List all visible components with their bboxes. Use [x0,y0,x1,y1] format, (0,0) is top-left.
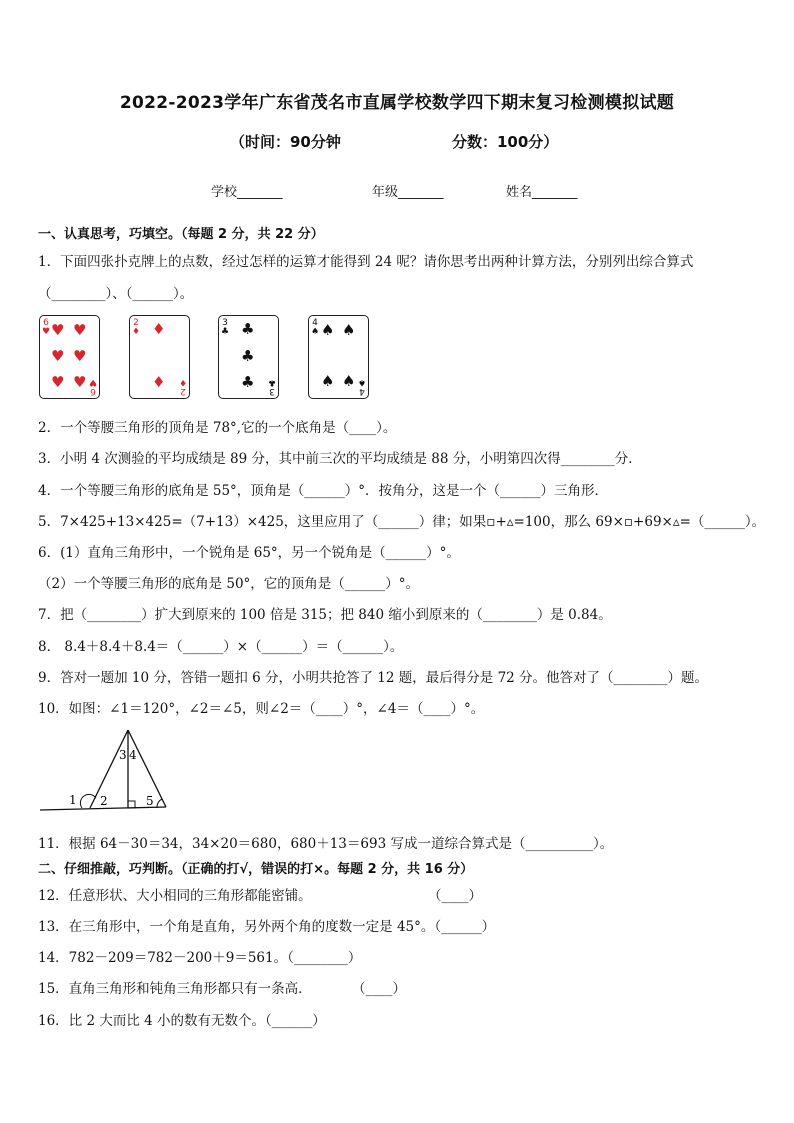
diamond-icon: ♦ [152,320,166,338]
question-9: 9．答对一题加 10 分，答错一题扣 6 分，小明共抢答了 12 题，最后得分是 72 分。他答对了（________）题。 [38,670,709,686]
card-corner-bottom [268,377,276,395]
diamond-icon: ♦ [132,327,141,337]
angle-label-2: 2 [100,794,108,808]
card-rank: 3 [222,318,228,328]
playing-card-2-diamonds [129,315,190,399]
section-1-heading: 一、认真思考，巧填空。（每题 2 分，共 22 分） [38,227,324,242]
question-15-answer-blank: （____） [352,981,406,997]
diamond-icon: ♦ [178,377,187,387]
spade-icon: ♠ [311,327,320,337]
spade-icon: ♠ [342,372,356,390]
playing-card-6-hearts [39,315,100,399]
question-16: 16．比 2 大而比 4 小的数有无数个。（______） [38,1013,326,1029]
question-13: 13．在三角形中，一个角是直角，另外两个角的度数一定是 45°。（______） [38,919,496,935]
club-icon: ♣ [241,320,255,338]
card-rank: 4 [359,386,365,396]
card-corner-bottom [179,377,187,395]
section-2-heading: 二、仔细推敲，巧判断。（正确的打√，错误的打×。每题 2 分，共 16 分） [38,862,474,877]
question-3: 3．小明 4 次测验的平均成绩是 89 分，其中前三次的平均成绩是 88 分，小明第四次得________分． [38,451,642,467]
heart-icon: ♥ [51,373,65,391]
question-4: 4．一个等腰三角形的底角是 55°，顶角是（______）°．按角分，这是一个（______）三角形． [38,483,609,499]
question-11: 11．根据 64－30＝34，34×20＝680，680＋13＝693 写成一道综合算式是（__________）。 [38,836,614,852]
heart-icon: ♥ [88,377,97,387]
card-corner-top [221,319,229,337]
question-6-part2: （2）一个等腰三角形的底角是 50°，它的顶角是（______）°。 [38,576,420,592]
card-rank: 3 [269,386,275,396]
card-corner-top [132,319,140,337]
question-12-answer-blank: （____） [428,888,482,904]
spade-icon: ♠ [357,377,366,387]
question-12: 12．任意形状、大小相同的三角形都能密铺。 [38,888,312,904]
angle-label-5: 5 [146,794,154,808]
question-8: 8． 8.4＋8.4＋8.4＝（______）×（______）＝（______）。 [38,639,404,655]
card-rank: 2 [180,386,186,396]
card-corner-bottom [89,377,97,395]
playing-card-4-spades [308,315,369,399]
club-icon: ♣ [241,373,255,391]
question-1-line1: 1．下面四张扑克牌上的点数，经过怎样的运算才能得到 24 呢？请你思考出两种计算方法，分别列出综合算式 [38,254,694,270]
question-6-part1: 6．(1）直角三角形中，一个锐角是 65°，另一个锐角是（______）°。 [38,545,460,561]
spade-icon: ♠ [342,321,356,339]
angle-label-3: 3 [119,748,127,762]
grade-field: 年级_______ [372,185,444,200]
card-rank: 4 [312,318,318,328]
club-icon: ♣ [221,327,230,337]
heart-icon: ♥ [51,321,65,339]
name-field: 姓名_______ [506,185,578,200]
question-14: 14．782－209＝782－200＋9＝561。（________） [38,950,362,966]
question-2: 2．一个等腰三角形的顶角是 78°,它的一个底角是（____）。 [38,420,397,436]
heart-icon: ♥ [73,373,87,391]
triangle-angle-figure [36,726,176,816]
heart-icon: ♥ [73,347,87,365]
club-icon: ♣ [267,377,276,387]
card-rank: 2 [133,318,139,328]
exam-score: 分数：100分） [452,133,559,151]
card-corner-bottom [358,377,366,395]
question-7: 7．把（________）扩大到原来的 100 倍是 315；把 840 缩小到原来的（________）是 0.84。 [38,607,612,623]
spade-icon: ♠ [321,321,335,339]
heart-icon: ♥ [73,321,87,339]
angle-label-4: 4 [129,748,137,762]
playing-card-3-clubs [218,315,279,399]
diamond-icon: ♦ [152,373,166,391]
question-5: 5．7×425+13×425=（7+13）×425，这里应用了（______）律；如果▫+▵=100，那么 69×▫+69×▵=（______）。 [38,514,766,530]
club-icon: ♣ [241,347,255,365]
angle-label-1: 1 [69,793,77,807]
exam-time: （时间：90分钟 [230,133,341,151]
triangle-left-side [90,730,128,808]
card-corner-top [311,319,319,337]
question-15: 15．直角三角形和钝角三角形都只有一条高． [38,981,312,997]
card-corner-top [42,319,50,337]
school-field: 学校_______ [211,185,283,200]
card-rank: 6 [43,318,49,328]
card-rank: 6 [90,386,96,396]
right-angle-mark [128,801,135,808]
question-10: 10．如图：∠1＝120°，∠2＝∠5，则∠2＝（____）°，∠4＝（____）°。 [38,701,485,717]
heart-icon: ♥ [42,327,51,337]
question-1-line2: （________）、（______）。 [38,286,194,302]
spade-icon: ♠ [321,372,335,390]
heart-icon: ♥ [51,347,65,365]
page-title: 2022-2023学年广东省茂名市直属学校数学四下期末复习检测模拟试题 [119,93,675,113]
